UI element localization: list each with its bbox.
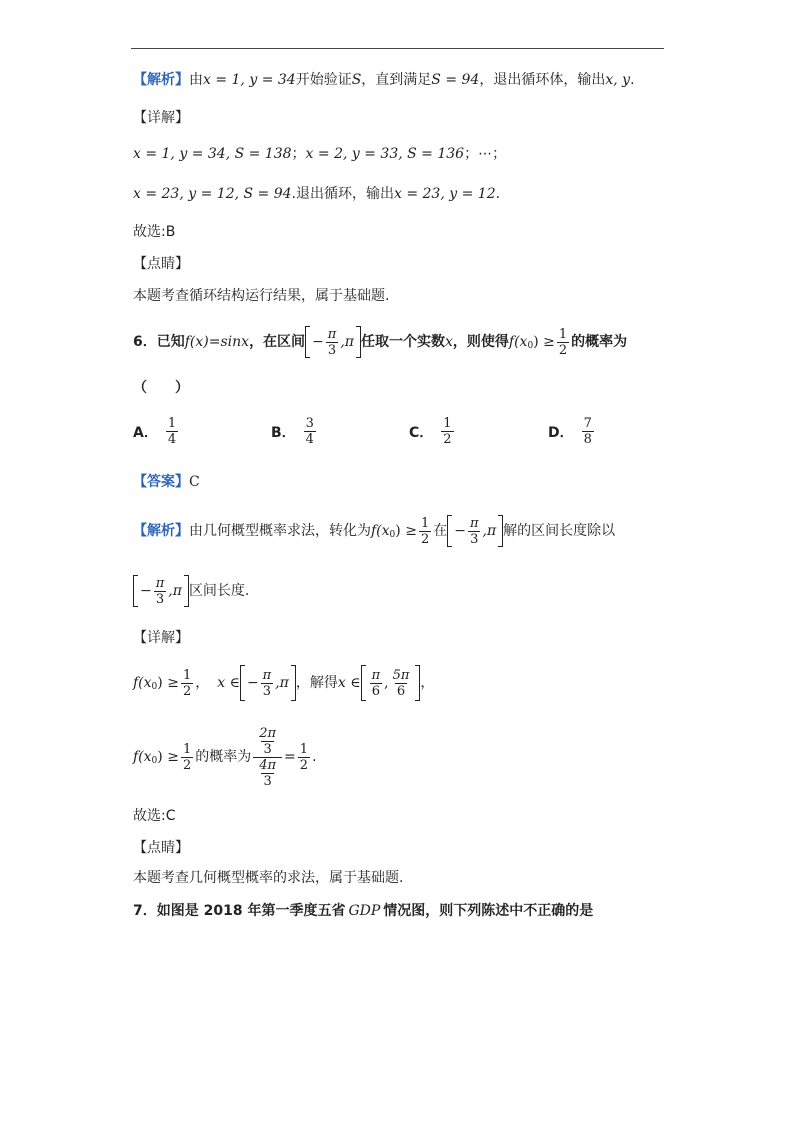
q6-detail-line2: f(x 0 ) ≥ $\frac{1}{2}$ 的概率为 $\frac{\frac{2\pi}{3}}{\frac{4\pi}{3}}$ = $\frac{1}{2}$ . [133, 725, 317, 789]
interval-neg-pi3-pi: − $\frac{\pi}{3}$ ,π [305, 326, 361, 358]
header-rule [131, 48, 664, 49]
analysis-tag: 【解析】 [133, 72, 189, 88]
q6-comment: 本题考查几何概型概率的求法，属于基础题. [133, 870, 404, 886]
q6-comment-heading: 【点睛】 [133, 840, 189, 856]
q5-detail-line2: x = 23, y = 12, S = 94 .退出循环，输出 x = 23, y = 12 . [133, 186, 501, 202]
q5-analysis: 【解析】 由 x = 1, y = 34 开始验证 S ，直到满足 S = 94 ，退出循环体，输出 x, y . [133, 72, 635, 88]
q5-comment-heading: 【点睛】 [133, 256, 189, 272]
option-d[interactable]: D． $\frac{7}{8}$ [548, 416, 592, 447]
q5-choice: 故选:B [133, 224, 176, 240]
q7-stem: 7．如图是 2018 年第一季度五省 GDP 情况图，则下列陈述中不正确的是 [133, 903, 594, 919]
q6-detail-heading: 【详解】 [133, 630, 189, 646]
option-c[interactable]: C． $\frac{1}{2}$ [409, 416, 452, 447]
option-b[interactable]: B． $\frac{3}{4}$ [271, 416, 314, 447]
option-a[interactable]: A． $\frac{1}{4}$ [133, 416, 177, 447]
q6-analysis-cont: − $\frac{\pi}{3}$ ,π 区间长度. [133, 574, 249, 608]
q6-detail-line1: f(x 0 ) ≥ $\frac{1}{2}$ ， x ∈ − $\frac{\pi}{3}$ ,π ，解得 x ∈ $\frac{\pi}{6}$ , $\frac{5\pi}{6}$ ， [133, 664, 434, 702]
q6-answer: 【答案】 C [133, 474, 200, 490]
q5-comment: 本题考查循环结构运行结果，属于基础题. [133, 288, 390, 304]
q6-choice: 故选:C [133, 808, 176, 824]
q5-detail-line1: x = 1, y = 34, S = 138 ； x = 2, y = 33, S = 136 ； ⋯； [133, 146, 507, 162]
q6-paren: （ ） [133, 380, 189, 396]
q6-stem: 6．已知 f(x)=sinx ，在区间 − $\frac{\pi}{3}$ ,π 任取一个实数 x ，则使得 f(x 0 ) ≥ $\frac{1}{2}$ 的概率为 [133, 326, 628, 358]
q5-detail-heading: 【详解】 [133, 110, 189, 126]
q6-analysis: 【解析】 由几何概型概率求法，转化为 f(x 0 ) ≥ $\frac{1}{2}$ 在 − $\frac{\pi}{3}$ ,π 解的区间长度除以 [133, 515, 616, 547]
complex-fraction: $\frac{\frac{2\pi}{3}}{\frac{4\pi}{3}}$ [253, 726, 282, 789]
